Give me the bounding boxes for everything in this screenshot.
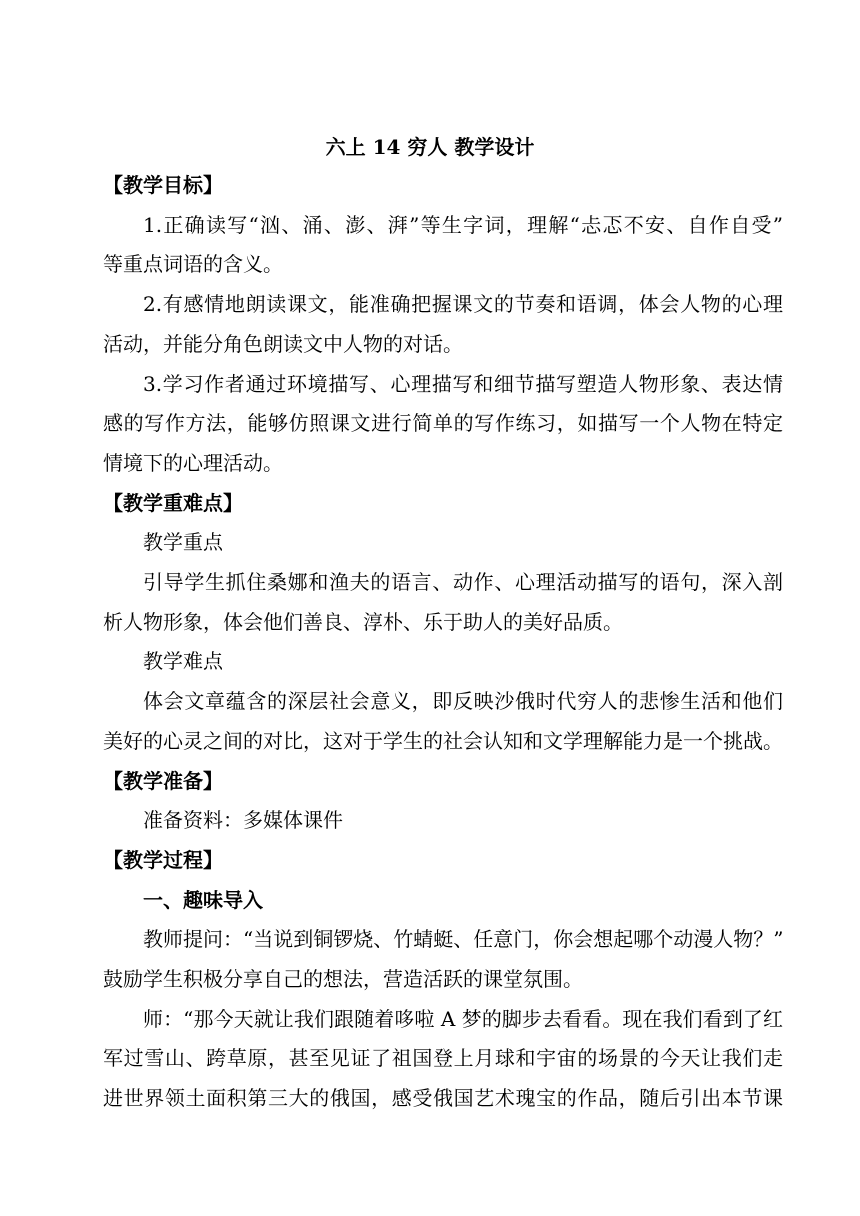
document-title: 六上 14 穷人 教学设计	[325, 135, 535, 159]
body-line: 1.正确读写“汹、涌、澎、湃”等生字词，理解“忐忑不安、自作自受”	[143, 213, 783, 237]
body-line: 师：“那今天就让我们跟随着哆啦 A 梦的脚步去看看。现在我们看到了红	[143, 1007, 783, 1031]
body-line: 2.有感情地朗读课文，能准确把握课文的节奏和语调，体会人物的心理	[143, 292, 783, 316]
body-line: 感的写作方法，能够仿照课文进行简单的写作练习，如描写一个人物在特定	[103, 411, 783, 435]
section-heading: 【教学重难点】	[103, 491, 243, 515]
body-line: 析人物形象，体会他们善良、淳朴、乐于助人的美好品质。	[103, 610, 623, 634]
body-line: 等重点词语的含义。	[103, 252, 283, 276]
section-heading: 【教学目标】	[103, 173, 223, 197]
body-line: 美好的心灵之间的对比，这对于学生的社会认知和文学理解能力是一个挑战。	[103, 729, 783, 753]
body-line: 军过雪山、跨草原，甚至见证了祖国登上月球和宇宙的场景的今天让我们走	[103, 1046, 783, 1070]
body-line: 进世界领土面积第三大的俄国，感受俄国艺术瑰宝的作品，随后引出本节课	[103, 1086, 783, 1110]
body-line: 教学重点	[143, 530, 223, 554]
body-line: 准备资料：多媒体课件	[143, 808, 343, 832]
body-line: 鼓励学生积极分享自己的想法，营造活跃的课堂氛围。	[103, 967, 583, 991]
body-line: 体会文章蕴含的深层社会意义，即反映沙俄时代穷人的悲惨生活和他们	[143, 689, 783, 713]
body-line: 情境下的心理活动。	[103, 451, 283, 475]
body-line: 教学难点	[143, 649, 223, 673]
body-line: 引导学生抓住桑娜和渔夫的语言、动作、心理活动描写的语句，深入剖	[143, 570, 783, 594]
section-heading: 【教学准备】	[103, 769, 223, 793]
section-heading: 【教学过程】	[103, 848, 223, 872]
body-line: 活动，并能分角色朗读文中人物的对话。	[103, 332, 463, 356]
body-line: 教师提问：“当说到铜锣烧、竹蜻蜓、任意门，你会想起哪个动漫人物？”	[143, 927, 784, 951]
body-line: 3.学习作者通过环境描写、心理描写和细节描写塑造人物形象、表达情	[143, 372, 783, 396]
subsection-heading: 一、趣味导入	[143, 888, 263, 912]
